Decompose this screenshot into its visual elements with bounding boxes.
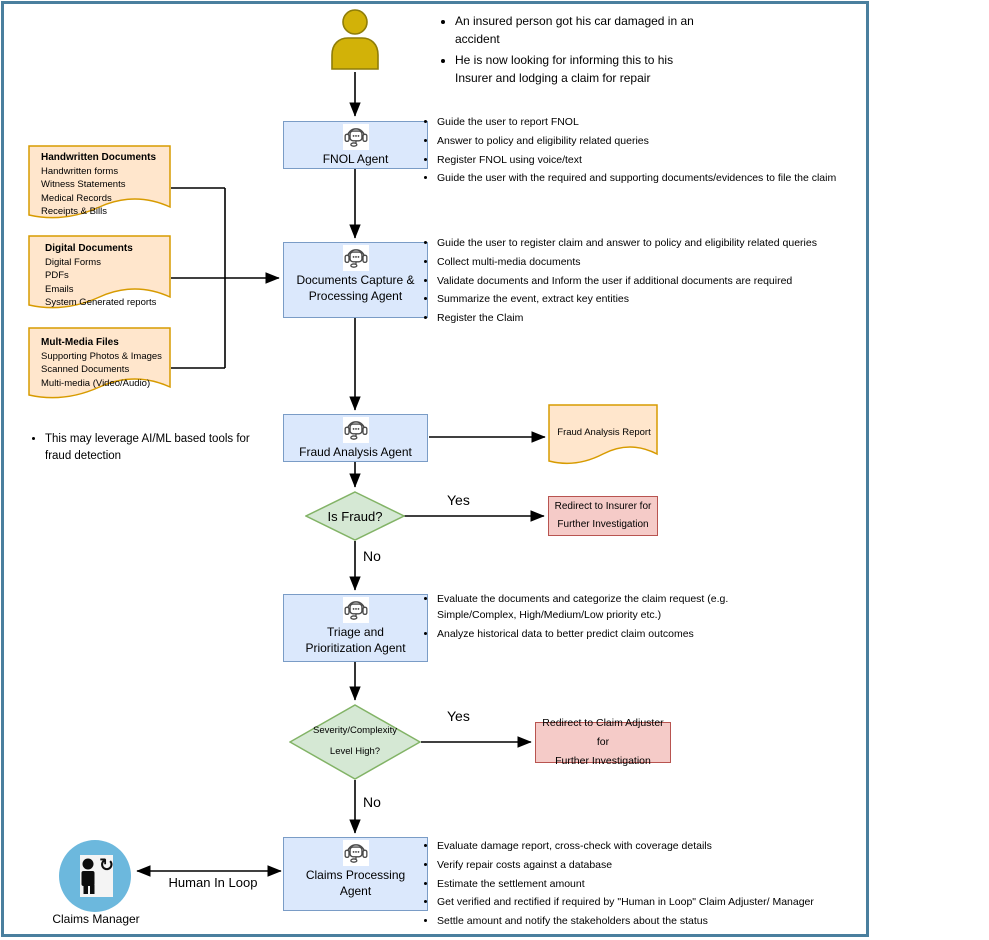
list-item: Further Investigation bbox=[555, 754, 651, 767]
list-item: Severity/Complexity bbox=[313, 725, 397, 737]
list-item: • Guide the user to register claim and answer to policy and eligibility related queries bbox=[437, 236, 897, 252]
list-item: • Register the Claim bbox=[437, 311, 897, 327]
doc-title: Handwritten Documents bbox=[41, 152, 157, 163]
yes-label-severity: Yes bbox=[447, 708, 470, 724]
severity-question bbox=[289, 704, 421, 780]
triage-agent-box bbox=[283, 594, 428, 662]
robot-headset-icon bbox=[343, 840, 369, 866]
agent-label: Fraud Analysis Agent bbox=[299, 445, 412, 459]
fnol-agent-box bbox=[283, 121, 428, 169]
fnol-agent-notes bbox=[422, 115, 889, 190]
doc-title: Mult-Media Files bbox=[41, 337, 119, 348]
list-item: Receipts & Bills bbox=[41, 205, 107, 217]
list-item: • Verify repair costs against a database bbox=[437, 858, 897, 874]
list-item: • Get verified and rectified if required by "Human in Loop" Claim Adjuster/ Manager bbox=[437, 895, 897, 911]
doc-items bbox=[41, 165, 165, 218]
svg-text:↻: ↻ bbox=[99, 855, 115, 876]
list-item: • Collect multi-media documents bbox=[437, 255, 897, 271]
list-item: Level High? bbox=[329, 746, 381, 757]
list-item: • Guide the user to report FNOL bbox=[437, 115, 889, 131]
list-item: Handwritten forms bbox=[41, 166, 119, 177]
redirect-adjuster-box bbox=[535, 717, 671, 767]
list-item: Multi-media (Video/Audio) bbox=[41, 377, 151, 389]
redirect-insurer-box bbox=[548, 496, 658, 536]
list-item: • Evaluate the documents and categorize the claim request (e.g. Simple/Complex, High/Medium/Low priority etc.) bbox=[437, 592, 767, 624]
doc-items bbox=[41, 350, 165, 390]
list-item: Scanned Documents bbox=[41, 364, 130, 376]
documents-capture-agent-box bbox=[283, 242, 428, 318]
list-item: Emails bbox=[45, 283, 74, 295]
list-item: • Answer to policy and eligibility related queries bbox=[437, 134, 889, 150]
agent-label: Documents Capture & Processing Agent bbox=[296, 273, 415, 304]
list-item: Digital Forms bbox=[45, 257, 101, 268]
ai-ml-note bbox=[30, 431, 273, 469]
list-item: • An insured person got his car damaged in an accident bbox=[455, 12, 703, 48]
agent-label: Claims Processing Agent bbox=[305, 868, 406, 899]
no-label-fraud: No bbox=[363, 548, 381, 564]
list-item: Further Investigation bbox=[557, 519, 649, 530]
robot-headset-icon bbox=[343, 124, 369, 150]
agent-label: Triage and Prioritization Agent bbox=[305, 625, 406, 656]
claims-processing-agent-box bbox=[283, 837, 428, 911]
list-item: Redirect to Insurer for bbox=[554, 501, 652, 512]
human-in-loop-label: Human In Loop bbox=[168, 875, 258, 890]
list-item: • He is now looking for informing this to his Insurer and lodging a claim for repair bbox=[455, 51, 703, 87]
robot-headset-icon bbox=[343, 597, 369, 623]
person-icon bbox=[328, 8, 382, 70]
list-item: Medical Records bbox=[41, 192, 112, 204]
list-item: • This may leverage AI/ML based tools for fraud detection bbox=[45, 431, 273, 466]
list-item: • Estimate the settlement amount bbox=[437, 877, 897, 893]
list-item: • Evaluate damage report, cross-check with coverage details bbox=[437, 839, 897, 855]
list-item: Supporting Photos & Images bbox=[41, 351, 162, 362]
agent-label: FNOL Agent bbox=[322, 152, 389, 166]
list-item: • Guide the user with the required and supporting documents/evidences to file the claim bbox=[437, 171, 889, 187]
yes-label-fraud: Yes bbox=[447, 492, 470, 508]
robot-headset-icon bbox=[343, 245, 369, 271]
list-item: • Validate documents and Inform the user if additional documents are required bbox=[437, 274, 897, 290]
list-item: • Register FNOL using voice/text bbox=[437, 153, 889, 169]
insured-person-notes bbox=[440, 12, 703, 90]
digital-documents-text bbox=[45, 243, 169, 309]
handwritten-documents-text bbox=[41, 152, 165, 218]
list-item: Redirect to Claim Adjuster for bbox=[542, 717, 664, 749]
is-fraud-question: Is Fraud? bbox=[327, 508, 383, 524]
documents-capture-agent-notes bbox=[422, 236, 897, 330]
list-item: • Settle amount and notify the stakeholders about the status bbox=[437, 914, 897, 930]
triage-agent-notes bbox=[422, 592, 767, 645]
claims-manager-icon bbox=[57, 838, 133, 914]
claims-manager-label: Claims Manager bbox=[52, 912, 140, 926]
list-item: System Generated reports bbox=[45, 296, 157, 308]
list-item: • Summarize the event, extract key entities bbox=[437, 292, 897, 308]
doc-items bbox=[45, 256, 169, 309]
list-item: • Analyze historical data to better predict claim outcomes bbox=[437, 627, 767, 643]
claims-processing-agent-notes bbox=[422, 839, 897, 933]
list-item: PDFs bbox=[45, 270, 69, 282]
robot-headset-icon bbox=[343, 417, 369, 443]
doc-title: Digital Documents bbox=[45, 243, 133, 254]
fraud-analysis-report-label: Fraud Analysis Report bbox=[557, 427, 651, 438]
no-label-severity: No bbox=[363, 794, 381, 810]
fraud-analysis-agent-box bbox=[283, 414, 428, 462]
multimedia-files-text bbox=[41, 337, 165, 390]
list-item: Witness Statements bbox=[41, 179, 126, 191]
